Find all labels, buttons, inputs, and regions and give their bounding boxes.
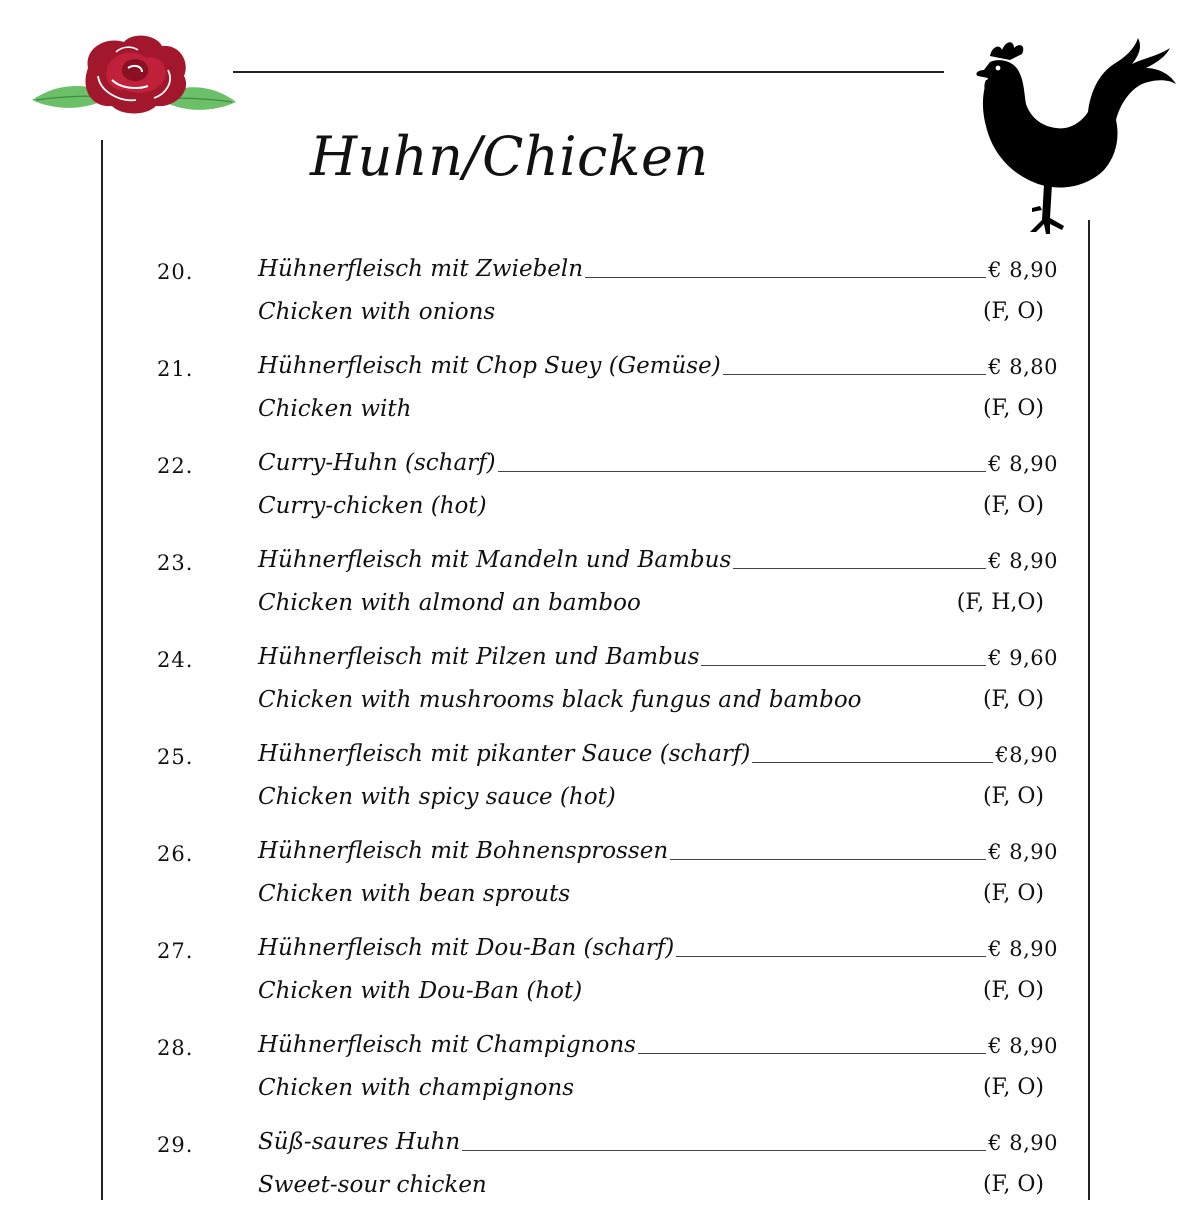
item-english-name: Sweet-sour chicken [258,1172,487,1198]
item-leader-line [701,664,986,666]
item-german-row [258,1129,1058,1155]
item-leader-line [752,761,993,763]
item-german-name: Hühnerfleisch mit Mandeln und Bambus [258,547,732,573]
item-leader-line [733,567,986,569]
item-number: 26. [157,842,194,866]
item-leader-line [670,858,986,860]
menu-item [150,1123,1065,1220]
item-german-name: Hühnerfleisch mit Champignons [258,1032,636,1058]
item-english-name: Chicken with bean sprouts [258,881,571,907]
item-german-name: Hühnerfleisch mit Bohnensprossen [258,838,669,864]
item-allergens: (F, O) [982,396,1044,421]
top-divider [233,71,944,73]
item-price: € 8,90 [988,840,1058,864]
item-price: € 8,80 [988,355,1058,379]
item-english-name: Chicken with spicy sauce (hot) [258,784,616,810]
menu-item [150,541,1065,638]
item-english-row [258,1075,1044,1101]
item-allergens: (F, H,O) [956,590,1044,615]
item-german-row [258,353,1058,379]
item-price: € 8,90 [988,549,1058,573]
left-border [101,140,103,1200]
item-english-row [258,493,1044,519]
item-allergens: (F, O) [982,299,1044,324]
item-german-row [258,256,1058,282]
item-english-name: Chicken with onions [258,299,496,325]
item-number: 23. [157,551,194,575]
item-number: 27. [157,939,194,963]
item-german-name: Süß-saures Huhn [258,1129,461,1155]
item-price: € 8,90 [988,1034,1058,1058]
item-price: € 8,90 [988,258,1058,282]
item-number: 25. [157,745,194,769]
item-number: 20. [157,260,194,284]
item-german-name: Curry-Huhn (scharf) [258,450,496,476]
item-leader-line [676,955,986,957]
menu-item [150,250,1065,347]
item-english-row [258,687,1044,713]
item-english-row [258,590,1044,616]
item-number: 28. [157,1036,194,1060]
item-english-name: Chicken with champignons [258,1075,575,1101]
menu-list [150,250,1065,1220]
menu-item [150,347,1065,444]
rose-icon [28,30,240,120]
item-german-row [258,838,1058,864]
item-leader-line [723,373,987,375]
item-german-row [258,741,1058,767]
item-german-row [258,935,1058,961]
item-allergens: (F, O) [982,493,1044,518]
item-english-name: Chicken with almond an bamboo [258,590,641,616]
item-german-name: Hühnerfleisch mit Zwiebeln [258,256,584,282]
item-english-row [258,784,1044,810]
item-german-name: Hühnerfleisch mit pikanter Sauce (scharf) [258,741,751,767]
menu-item [150,1026,1065,1123]
item-price: € 8,90 [988,452,1058,476]
item-english-row [258,396,1044,422]
item-leader-line [638,1052,986,1054]
item-allergens: (F, O) [982,784,1044,809]
item-price: € 9,60 [988,646,1058,670]
item-english-row [258,881,1044,907]
item-german-name: Hühnerfleisch mit Pilzen und Bambus [258,644,700,670]
menu-item [150,444,1065,541]
item-german-row [258,1032,1058,1058]
item-allergens: (F, O) [982,1075,1044,1100]
item-leader-line [498,470,987,472]
menu-item [150,735,1065,832]
item-number: 22. [157,454,194,478]
item-allergens: (F, O) [982,881,1044,906]
page-title: Huhn/Chicken [310,125,709,188]
item-german-name: Hühnerfleisch mit Chop Suey (Gemüse) [258,353,721,379]
item-english-name: Curry-chicken (hot) [258,493,487,519]
item-allergens: (F, O) [982,978,1044,1003]
item-allergens: (F, O) [982,1172,1044,1197]
item-german-row [258,644,1058,670]
item-number: 24. [157,648,194,672]
menu-item [150,929,1065,1026]
item-leader-line [585,276,986,278]
item-price: €8,90 [995,743,1058,767]
item-english-name: Chicken with Dou-Ban (hot) [258,978,583,1004]
item-number: 21. [157,357,194,381]
item-german-row [258,547,1058,573]
item-leader-line [462,1149,986,1151]
item-german-name: Hühnerfleisch mit Dou-Ban (scharf) [258,935,675,961]
item-english-name: Chicken with mushrooms black fungus and bamboo [258,687,862,713]
rooster-icon [970,34,1180,244]
item-allergens: (F, O) [982,687,1044,712]
menu-item [150,638,1065,735]
item-price: € 8,90 [988,1131,1058,1155]
item-english-row [258,978,1044,1004]
item-english-row [258,299,1044,325]
menu-item [150,832,1065,929]
item-number: 29. [157,1133,194,1157]
item-german-row [258,450,1058,476]
right-border [1088,220,1090,1200]
item-english-row [258,1172,1044,1198]
item-price: € 8,90 [988,937,1058,961]
item-english-name: Chicken with [258,396,412,422]
